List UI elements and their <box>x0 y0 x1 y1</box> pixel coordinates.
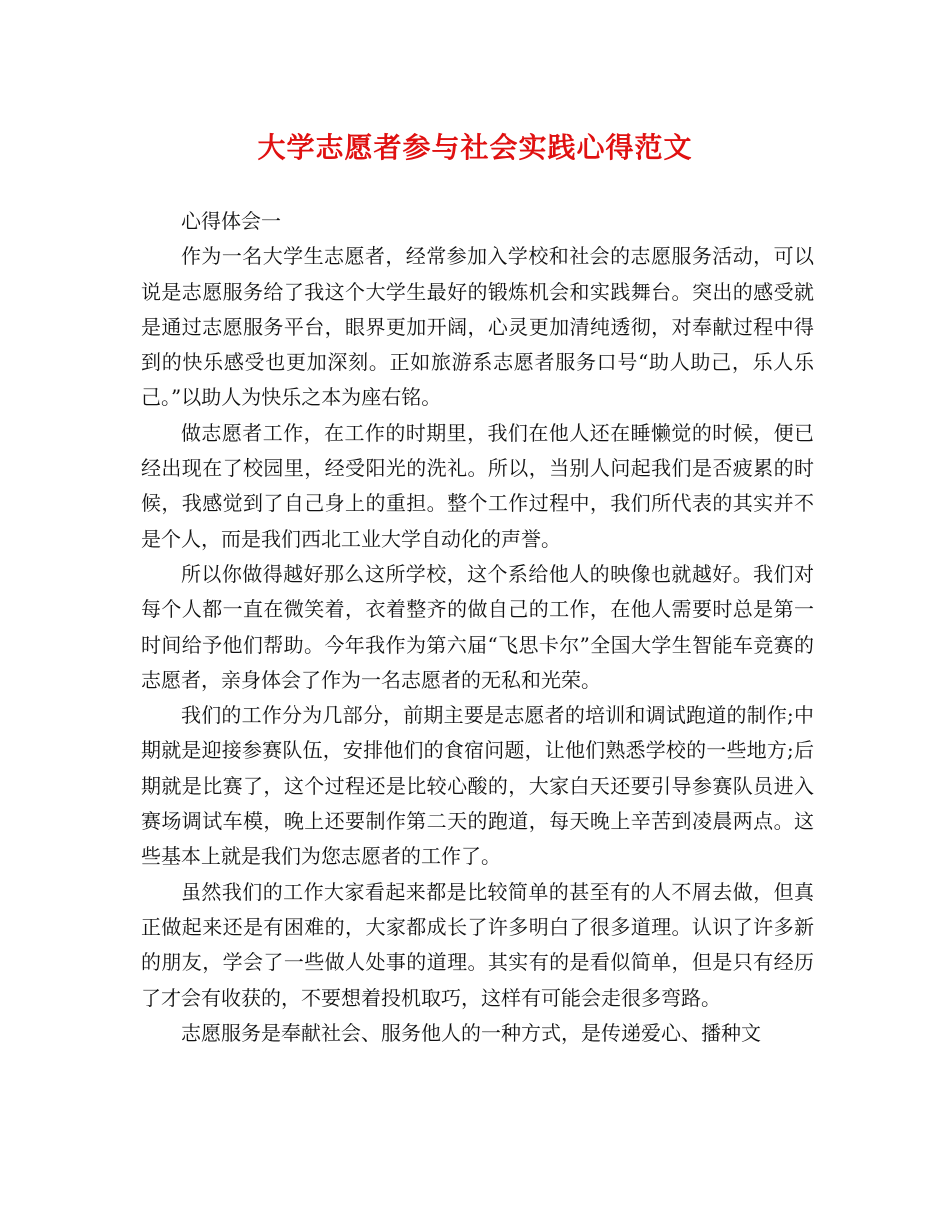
paragraph: 做志愿者工作，在工作的时期里，我们在他人还在睡懒觉的时候，便已经出现在了校园里，经受阳光的洗礼。所以，当别人问起我们是否疲累的时候，我感觉到了自己身上的重担。整个工作过程中，我们所代表的其实并不是个人，而是我们西北工业大学自动化的声誉。 <box>141 420 814 551</box>
document-title: 大学志愿者参与社会实践心得范文 <box>257 131 693 164</box>
paragraph: 虽然我们的工作大家看起来都是比较简单的甚至有的人不屑去做，但真正做起来还是有困难的，大家都成长了许多明白了很多道理。认识了许多新的朋友，学会了一些做人处事的道理。其实有的是看似简单，但是只有经历了才会有收获的，不要想着投机取巧，这样有可能会走很多弯路。 <box>141 879 814 1010</box>
paragraph: 志愿服务是奉献社会、服务他人的一种方式，是传递爱心、播种文 <box>181 1020 761 1045</box>
paragraph: 作为一名大学生志愿者，经常参加入学校和社会的志愿服务活动，可以说是志愿服务给了我这个大学生最好的锻炼机会和实践舞台。突出的感受就是通过志愿服务平台，眼界更加开阔，心灵更加清纯透彻，对奉献过程中得到的快乐感受也更加深刻。正如旅游系志愿者服务口号“助人助己，乐人乐己。”以助人为快乐之本为座右铭。 <box>141 244 814 410</box>
paragraph: 所以你做得越好那么这所学校，这个系给他人的映像也就越好。我们对每个人都一直在微笑着，衣着整齐的做自己的工作，在他人需要时总是第一时间给予他们帮助。今年我作为第六届“飞思卡尔”全国大学生智能车竞赛的志愿者，亲身体会了作为一名志愿者的无私和光荣。 <box>141 561 814 692</box>
section-heading: 心得体会一 <box>181 209 281 233</box>
document-body <box>141 204 814 1051</box>
paragraph: 我们的工作分为几部分，前期主要是志愿者的培训和调试跑道的制作;中期就是迎接参赛队伍，安排他们的食宿问题，让他们熟悉学校的一些地方;后期就是比赛了，这个过程还是比较心酸的，大家白天还要引导参赛队员进入赛场调试车模，晚上还要制作第二天的跑道，每天晚上辛苦到凌晨两点。这些基本上就是我们为您志愿者的工作了。 <box>141 703 814 869</box>
